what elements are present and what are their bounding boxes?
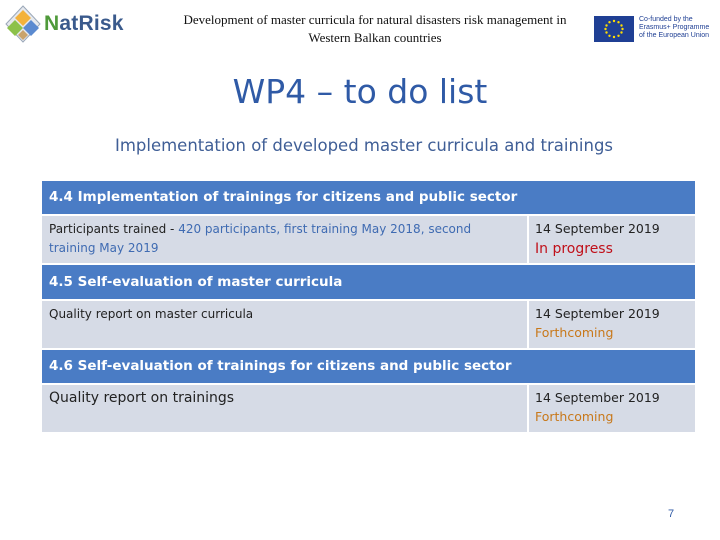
section-heading-text: 4.4 Implementation of trainings for citizens and public sector bbox=[49, 189, 518, 205]
slide-title: WP4 – to do list bbox=[232, 72, 488, 111]
project-title bbox=[160, 11, 590, 47]
project-title-line2: Western Balkan countries bbox=[308, 30, 442, 45]
task-text: Quality report on trainings bbox=[49, 390, 235, 406]
page-number: 7 bbox=[668, 508, 675, 520]
section-heading-text: 4.5 Self-evaluation of master curricula bbox=[49, 274, 343, 290]
deadline-date: 14 September 2019 bbox=[535, 390, 660, 405]
eu-cofunded-text: Co-funded by the Erasmus+ Programme of the European Union bbox=[639, 16, 710, 39]
task-cell bbox=[49, 305, 519, 324]
deadline-date: 14 September 2019 bbox=[535, 306, 660, 321]
section-heading-4-4 bbox=[42, 181, 695, 214]
deadline-date: 14 September 2019 bbox=[535, 221, 660, 236]
slide-subtitle: Implementation of developed master curricula and trainings bbox=[114, 136, 614, 155]
section-heading-4-6 bbox=[42, 350, 695, 383]
task-cell bbox=[49, 220, 519, 258]
status-forthcoming: Forthcoming bbox=[535, 325, 614, 340]
natrisk-emblem-icon bbox=[4, 4, 42, 44]
deadline-cell bbox=[527, 301, 660, 348]
eu-cofunded-logo bbox=[594, 16, 714, 42]
deadline-cell bbox=[527, 216, 660, 263]
task-cell bbox=[49, 389, 519, 408]
deadline-cell bbox=[527, 385, 660, 432]
task-text: Quality report on master curricula bbox=[49, 307, 254, 321]
natrisk-logo bbox=[4, 4, 124, 44]
eu-flag-icon bbox=[594, 16, 634, 42]
status-forthcoming: Forthcoming bbox=[535, 409, 614, 424]
section-heading-text: 4.6 Self-evaluation of trainings for citizens and public sector bbox=[49, 358, 512, 374]
task-detail-text: 420 participants, first training May 2018, second training May 2019 bbox=[49, 222, 472, 255]
task-text: Participants trained - bbox=[49, 222, 179, 236]
table-row bbox=[42, 385, 695, 432]
table-row bbox=[42, 216, 695, 263]
logo-letter-n: N bbox=[44, 12, 60, 35]
project-title-line1: Development of master curricula for natural disasters risk management in bbox=[183, 12, 567, 27]
status-in-progress: In progress bbox=[535, 241, 613, 257]
logo-wordmark bbox=[44, 12, 124, 36]
section-heading-4-5 bbox=[42, 265, 695, 299]
table-row bbox=[42, 301, 695, 348]
logo-text-rest: atRisk bbox=[59, 12, 124, 35]
